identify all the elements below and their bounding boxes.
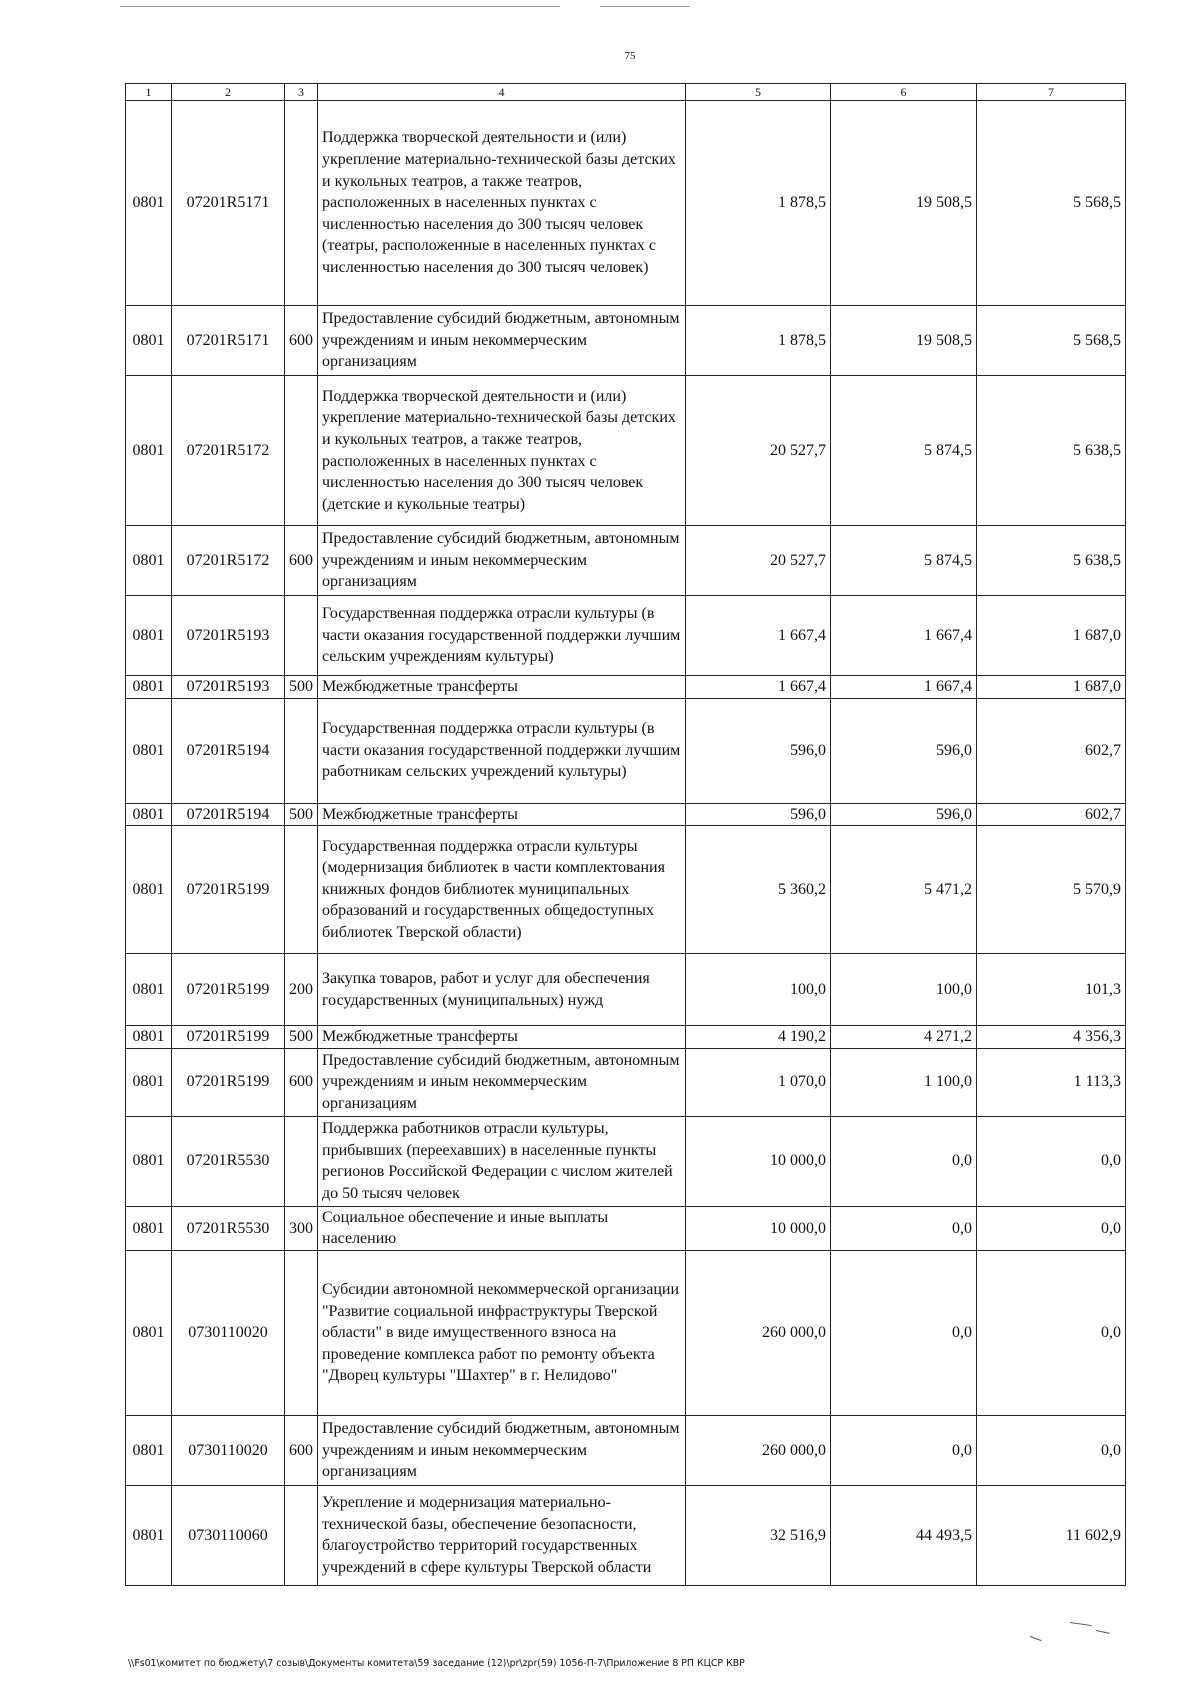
- expense-type-code-cell: [285, 826, 318, 954]
- amount-year3-cell: 0,0: [977, 1415, 1126, 1485]
- amount-year1-cell: 260 000,0: [686, 1415, 831, 1485]
- section-code-cell: 0801: [126, 306, 172, 376]
- column-number: 2: [172, 84, 285, 101]
- amount-year3-cell: 0,0: [977, 1206, 1126, 1250]
- amount-year1-cell: 5 360,2: [686, 826, 831, 954]
- amount-year2-cell: 100,0: [831, 954, 977, 1026]
- target-article-code-cell: 07201R5199: [172, 1026, 285, 1049]
- amount-year2-cell: 19 508,5: [831, 306, 977, 376]
- amount-year1-cell: 100,0: [686, 954, 831, 1026]
- item-name-cell: Межбюджетные трансферты: [318, 1026, 686, 1049]
- amount-year3-cell: 5 638,5: [977, 376, 1126, 526]
- expense-type-code-cell: 600: [285, 1048, 318, 1116]
- column-number: 6: [831, 84, 977, 101]
- target-article-code-cell: 07201R5172: [172, 526, 285, 596]
- amount-year3-cell: 0,0: [977, 1116, 1126, 1206]
- section-code-cell: 0801: [126, 596, 172, 676]
- column-number: 7: [977, 84, 1126, 101]
- column-number: 1: [126, 84, 172, 101]
- file-path-footer: \\Fs01\комитет по бюджету\7 созыв\Документы комитета\59 заседание (12)\pr\zpr(59) 1056-П-7\Приложение 8 РП КЦСР КВР: [128, 1658, 745, 1669]
- expense-type-code-cell: 600: [285, 526, 318, 596]
- amount-year3-cell: 11 602,9: [977, 1485, 1126, 1585]
- amount-year1-cell: 260 000,0: [686, 1250, 831, 1415]
- amount-year1-cell: 1 667,4: [686, 596, 831, 676]
- amount-year3-cell: 602,7: [977, 803, 1126, 826]
- target-article-code-cell: 07201R5199: [172, 826, 285, 954]
- target-article-code-cell: 07201R5194: [172, 698, 285, 803]
- scan-edge-line: [120, 6, 560, 7]
- column-number: 4: [318, 84, 686, 101]
- expense-type-code-cell: 600: [285, 306, 318, 376]
- expense-type-code-cell: 300: [285, 1206, 318, 1250]
- item-name-cell: Поддержка работников отрасли культуры, прибывших (переехавших) в населенные пункты регионов Российской Федерации с числом жителей до 50 тысяч человек: [318, 1116, 686, 1206]
- amount-year1-cell: 1 878,5: [686, 306, 831, 376]
- amount-year2-cell: 0,0: [831, 1250, 977, 1415]
- amount-year3-cell: 5 570,9: [977, 826, 1126, 954]
- target-article-code-cell: 0730110060: [172, 1485, 285, 1585]
- amount-year2-cell: 0,0: [831, 1206, 977, 1250]
- table-row: [126, 1048, 1126, 1116]
- expense-type-code-cell: 500: [285, 803, 318, 826]
- item-name-cell: Социальное обеспечение и иные выплаты населению: [318, 1206, 686, 1250]
- table-row: [126, 803, 1126, 826]
- target-article-code-cell: 07201R5530: [172, 1206, 285, 1250]
- amount-year3-cell: 5 638,5: [977, 526, 1126, 596]
- target-article-code-cell: 07201R5193: [172, 596, 285, 676]
- table-row: [126, 698, 1126, 803]
- amount-year2-cell: 5 874,5: [831, 376, 977, 526]
- target-article-code-cell: 07201R5171: [172, 306, 285, 376]
- item-name-cell: Государственная поддержка отрасли культуры (модернизация библиотек в части комплектования книжных фондов библиотек муниципальных образований и государственных общедоступных библиотек Тверской области): [318, 826, 686, 954]
- expense-type-code-cell: [285, 698, 318, 803]
- table-row: [126, 954, 1126, 1026]
- section-code-cell: 0801: [126, 803, 172, 826]
- section-code-cell: 0801: [126, 826, 172, 954]
- amount-year1-cell: 1 878,5: [686, 101, 831, 306]
- table-row: [126, 826, 1126, 954]
- handwritten-mark: [1096, 1630, 1110, 1634]
- amount-year1-cell: 596,0: [686, 698, 831, 803]
- section-code-cell: 0801: [126, 1415, 172, 1485]
- table-row: [126, 526, 1126, 596]
- amount-year2-cell: 596,0: [831, 803, 977, 826]
- table-row: [126, 1116, 1126, 1206]
- amount-year2-cell: 5 471,2: [831, 826, 977, 954]
- amount-year2-cell: 1 667,4: [831, 596, 977, 676]
- budget-table-body: [126, 101, 1126, 1586]
- section-code-cell: 0801: [126, 1048, 172, 1116]
- expense-type-code-cell: [285, 1250, 318, 1415]
- table-row: [126, 1206, 1126, 1250]
- item-name-cell: Межбюджетные трансферты: [318, 803, 686, 826]
- amount-year1-cell: 596,0: [686, 803, 831, 826]
- amount-year1-cell: 10 000,0: [686, 1206, 831, 1250]
- item-name-cell: Межбюджетные трансферты: [318, 676, 686, 699]
- amount-year2-cell: 0,0: [831, 1415, 977, 1485]
- expense-type-code-cell: [285, 101, 318, 306]
- expense-type-code-cell: 500: [285, 1026, 318, 1049]
- expense-type-code-cell: 600: [285, 1415, 318, 1485]
- amount-year1-cell: 1 667,4: [686, 676, 831, 699]
- expense-type-code-cell: [285, 596, 318, 676]
- item-name-cell: Закупка товаров, работ и услуг для обеспечения государственных (муниципальных) нужд: [318, 954, 686, 1026]
- expense-type-code-cell: 200: [285, 954, 318, 1026]
- expense-type-code-cell: 500: [285, 676, 318, 699]
- expense-type-code-cell: [285, 1116, 318, 1206]
- section-code-cell: 0801: [126, 376, 172, 526]
- section-code-cell: 0801: [126, 1026, 172, 1049]
- item-name-cell: Укрепление и модернизация материально-технической базы, обеспечение безопасности, благоустройство территорий государственных учреждений в сфере культуры Тверской области: [318, 1485, 686, 1585]
- section-code-cell: 0801: [126, 698, 172, 803]
- table-row: [126, 1415, 1126, 1485]
- target-article-code-cell: 07201R5193: [172, 676, 285, 699]
- item-name-cell: Предоставление субсидий бюджетным, автономным учреждениям и иным некоммерческим организациям: [318, 1048, 686, 1116]
- amount-year3-cell: 0,0: [977, 1250, 1126, 1415]
- page-number: 75: [624, 50, 636, 62]
- handwritten-mark: [1070, 1622, 1092, 1626]
- amount-year3-cell: 101,3: [977, 954, 1126, 1026]
- item-name-cell: Государственная поддержка отрасли культуры (в части оказания государственной поддержки лучшим работникам сельских учреждений культуры): [318, 698, 686, 803]
- amount-year1-cell: 1 070,0: [686, 1048, 831, 1116]
- table-row: [126, 1485, 1126, 1585]
- handwritten-mark: [1030, 1636, 1042, 1641]
- item-name-cell: Поддержка творческой деятельности и (или) укрепление материально-технической базы детских и кукольных театров, а также театров, расположенных в населенных пунктах с численностью населения до 300 тысяч человек (театры, расположенные в населенных пунктах с численностью населения до 300 тысяч человек): [318, 101, 686, 306]
- target-article-code-cell: 0730110020: [172, 1415, 285, 1485]
- target-article-code-cell: 07201R5194: [172, 803, 285, 826]
- amount-year2-cell: 1 667,4: [831, 676, 977, 699]
- amount-year2-cell: 0,0: [831, 1116, 977, 1206]
- section-code-cell: 0801: [126, 101, 172, 306]
- amount-year2-cell: 44 493,5: [831, 1485, 977, 1585]
- target-article-code-cell: 07201R5171: [172, 101, 285, 306]
- column-number: 3: [285, 84, 318, 101]
- target-article-code-cell: 07201R5199: [172, 1048, 285, 1116]
- table-row: [126, 101, 1126, 306]
- amount-year2-cell: 1 100,0: [831, 1048, 977, 1116]
- section-code-cell: 0801: [126, 676, 172, 699]
- amount-year3-cell: 5 568,5: [977, 306, 1126, 376]
- expense-type-code-cell: [285, 376, 318, 526]
- table-row: [126, 596, 1126, 676]
- amount-year2-cell: 596,0: [831, 698, 977, 803]
- section-code-cell: 0801: [126, 954, 172, 1026]
- amount-year3-cell: 5 568,5: [977, 101, 1126, 306]
- amount-year3-cell: 1 687,0: [977, 596, 1126, 676]
- amount-year3-cell: 602,7: [977, 698, 1126, 803]
- amount-year3-cell: 1 687,0: [977, 676, 1126, 699]
- target-article-code-cell: 0730110020: [172, 1250, 285, 1415]
- amount-year1-cell: 4 190,2: [686, 1026, 831, 1049]
- expense-type-code-cell: [285, 1485, 318, 1585]
- amount-year1-cell: 20 527,7: [686, 526, 831, 596]
- item-name-cell: Поддержка творческой деятельности и (или) укрепление материально-технической базы детских и кукольных театров, а также театров, расположенных в населенных пунктах с численностью населения до 300 тысяч человек (детские и кукольные театры): [318, 376, 686, 526]
- amount-year3-cell: 4 356,3: [977, 1026, 1126, 1049]
- target-article-code-cell: 07201R5199: [172, 954, 285, 1026]
- table-row: [126, 1026, 1126, 1049]
- item-name-cell: Предоставление субсидий бюджетным, автономным учреждениям и иным некоммерческим организациям: [318, 306, 686, 376]
- amount-year1-cell: 32 516,9: [686, 1485, 831, 1585]
- scan-edge-line: [600, 6, 690, 7]
- item-name-cell: Государственная поддержка отрасли культуры (в части оказания государственной поддержки лучшим сельским учреждениям культуры): [318, 596, 686, 676]
- table-row: [126, 1250, 1126, 1415]
- target-article-code-cell: 07201R5530: [172, 1116, 285, 1206]
- target-article-code-cell: 07201R5172: [172, 376, 285, 526]
- amount-year1-cell: 20 527,7: [686, 376, 831, 526]
- amount-year1-cell: 10 000,0: [686, 1116, 831, 1206]
- item-name-cell: Предоставление субсидий бюджетным, автономным учреждениям и иным некоммерческим организациям: [318, 526, 686, 596]
- column-number-row: [126, 84, 1126, 101]
- budget-table: [125, 83, 1126, 1586]
- column-number: 5: [686, 84, 831, 101]
- table-row: [126, 376, 1126, 526]
- section-code-cell: 0801: [126, 1485, 172, 1585]
- section-code-cell: 0801: [126, 526, 172, 596]
- amount-year2-cell: 5 874,5: [831, 526, 977, 596]
- table-row: [126, 676, 1126, 699]
- table-row: [126, 306, 1126, 376]
- item-name-cell: Субсидии автономной некоммерческой организации "Развитие социальной инфраструктуры Тверской области" в виде имущественного взноса на проведение комплекса работ по ремонту объекта "Дворец культуры "Шахтер" в г. Нелидово": [318, 1250, 686, 1415]
- section-code-cell: 0801: [126, 1250, 172, 1415]
- amount-year3-cell: 1 113,3: [977, 1048, 1126, 1116]
- item-name-cell: Предоставление субсидий бюджетным, автономным учреждениям и иным некоммерческим организациям: [318, 1415, 686, 1485]
- amount-year2-cell: 4 271,2: [831, 1026, 977, 1049]
- amount-year2-cell: 19 508,5: [831, 101, 977, 306]
- section-code-cell: 0801: [126, 1116, 172, 1206]
- section-code-cell: 0801: [126, 1206, 172, 1250]
